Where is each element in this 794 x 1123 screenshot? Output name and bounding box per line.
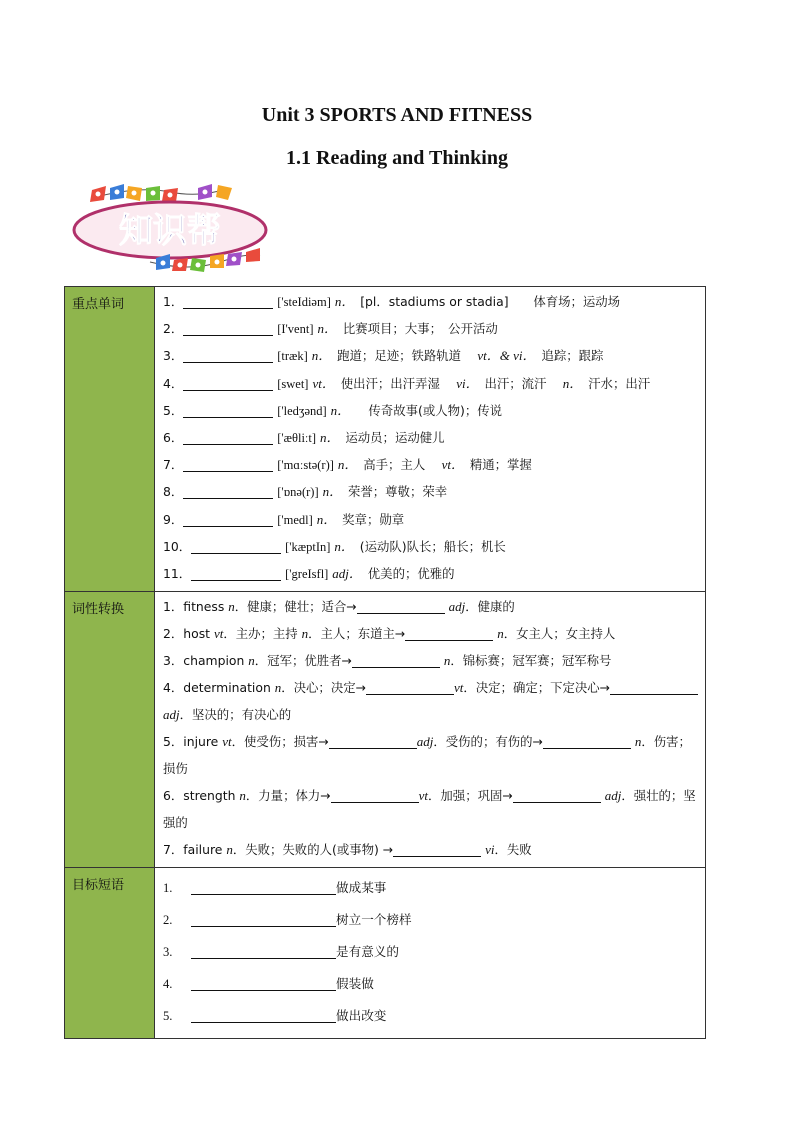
part-of-speech: n	[497, 626, 504, 642]
wordform-item	[163, 728, 699, 782]
part-of-speech: vt	[454, 680, 464, 696]
answer-blank[interactable]	[183, 430, 273, 445]
part-of-speech: n．	[562, 375, 576, 391]
part-of-speech: adj	[416, 734, 434, 750]
wordform-text: ．主办；主持	[223, 626, 302, 642]
phrase-item	[163, 968, 699, 1000]
definition: 使出汗；出汗弄湿	[340, 375, 440, 391]
phonetic: ['ledʒənd]	[277, 403, 327, 418]
answer-blank[interactable]	[183, 376, 273, 391]
vocab-item	[163, 424, 699, 451]
item-number: 8．	[163, 484, 184, 500]
item-number: 7．	[163, 457, 184, 473]
item-number: 10．	[163, 538, 192, 554]
vocab-item	[163, 342, 699, 369]
phonetic: ['steIdiəm]	[277, 295, 331, 309]
badge-text: 知识帮	[119, 211, 221, 251]
wordform-text: 4．determination	[163, 680, 275, 696]
wordform-item	[163, 647, 699, 674]
item-number: 1.	[163, 881, 173, 896]
phrase-list	[155, 868, 706, 1039]
section-wordforms	[65, 592, 706, 868]
answer-blank[interactable]	[183, 403, 273, 418]
item-number: 3．	[163, 348, 184, 364]
answer-blank[interactable]	[331, 788, 419, 803]
phrase-item	[163, 904, 699, 936]
vocab-item	[163, 451, 699, 478]
answer-blank[interactable]	[329, 734, 417, 749]
definition: 传奇故事(或人物)；传说	[356, 402, 503, 418]
wordform-text: ．加强；巩固→	[428, 788, 513, 804]
definition: (运动队)队长；船长；机长	[359, 538, 506, 554]
answer-blank[interactable]	[366, 680, 454, 695]
answer-blank[interactable]	[183, 348, 273, 363]
part-of-speech: n．	[316, 511, 330, 527]
part-of-speech: vi	[485, 842, 495, 858]
vocab-list	[155, 287, 706, 592]
answer-blank[interactable]	[191, 912, 336, 927]
wordform-item	[163, 782, 699, 836]
phonetic: ['ɒnə(r)]	[277, 485, 319, 500]
part-of-speech: adj	[163, 707, 180, 723]
item-number: 11．	[163, 565, 192, 581]
phonetic: ['æθliːt]	[277, 430, 317, 445]
definition: 出汗；流汗	[484, 375, 547, 391]
part-of-speech: n．	[330, 402, 344, 418]
item-number: 3.	[163, 945, 173, 960]
part-of-speech: n	[226, 842, 233, 858]
part-of-speech: n．	[322, 484, 336, 500]
part-of-speech: n	[228, 599, 235, 615]
vocab-item	[163, 397, 699, 424]
phonetic: ['mɑːstə(r)]	[277, 458, 334, 473]
page-subtitle: 1.1 Reading and Thinking	[286, 147, 508, 169]
wordform-text: ．冠军；优胜者→	[254, 653, 352, 669]
definition: 跑道；足迹；铁路轨道	[337, 348, 462, 364]
wordform-text: 7．failure	[163, 842, 227, 858]
item-number: 4．	[163, 375, 184, 391]
answer-blank[interactable]	[191, 944, 336, 959]
phonetic: [I'vent]	[277, 322, 314, 337]
part-of-speech: vt．	[312, 375, 329, 391]
wordform-text: ．主人；东道主→	[308, 626, 406, 642]
answer-blank[interactable]	[513, 788, 601, 803]
definition: 高手；主人	[363, 457, 426, 473]
wordform-text: 6．strength	[163, 788, 240, 804]
part-of-speech: n．	[334, 538, 348, 554]
section-label-vocab: 重点单词	[65, 287, 155, 592]
answer-blank[interactable]	[610, 680, 698, 695]
answer-blank[interactable]	[183, 457, 273, 472]
wordform-text: ．力量；体力→	[245, 788, 331, 804]
vocab-item	[163, 370, 699, 397]
part-of-speech: n	[634, 734, 642, 750]
item-number: 1．	[163, 294, 184, 309]
wordform-text: 3．champion	[163, 653, 249, 669]
part-of-speech: n．	[319, 429, 333, 445]
section-vocab	[65, 287, 706, 592]
wordform-text: ．失败；失败的人(或事物) →	[232, 842, 394, 858]
answer-blank[interactable]	[543, 734, 631, 749]
phonetic: ['greIsfl]	[285, 566, 329, 581]
phonetic: [træk]	[277, 349, 308, 364]
wordform-text: ．受伤的；有伤的→	[433, 734, 543, 750]
vocab-item	[163, 288, 699, 315]
part-of-speech: adj．	[332, 565, 356, 581]
part-of-speech: vt．	[441, 457, 458, 473]
wordform-text: ．锦标赛；冠军赛；冠军称号	[450, 653, 612, 669]
answer-blank[interactable]	[191, 539, 281, 554]
wordform-item	[163, 593, 699, 620]
item-number: 2.	[163, 913, 173, 928]
wordform-item	[163, 674, 699, 728]
wordform-text: ．健康的	[465, 599, 515, 615]
phonetic: ['kæptIn]	[285, 539, 331, 554]
part-of-speech: n．	[317, 321, 331, 337]
part-of-speech: n	[443, 653, 451, 669]
item-number: 4.	[163, 977, 173, 992]
wordform-text: 1．fitness	[163, 599, 229, 615]
definition: 奖章；勋章	[342, 511, 405, 527]
item-number: 6．	[163, 429, 184, 445]
item-number: 5．	[163, 402, 184, 418]
wordform-text: 5．injure	[163, 734, 223, 750]
answer-blank[interactable]	[191, 566, 281, 581]
wordform-text: 2．host	[163, 626, 214, 642]
part-of-speech: vt	[222, 734, 232, 750]
item-number: 5.	[163, 1009, 173, 1024]
wordform-text: ．强壮的；坚强的	[163, 788, 696, 831]
answer-blank[interactable]	[393, 842, 481, 857]
wordform-list	[155, 592, 706, 868]
wordform-text: ．决心；决定→	[281, 680, 366, 696]
definition: 精通；掌握	[469, 457, 532, 473]
item-number: 2．	[163, 321, 184, 337]
part-of-speech: vt	[418, 788, 429, 804]
phrase-item	[163, 872, 699, 904]
part-of-speech: n	[239, 788, 246, 804]
vocab-item	[163, 533, 699, 560]
study-table	[64, 286, 706, 1039]
phrase-meaning: 假装做	[336, 976, 374, 992]
wordform-text: ．使受伤；损害→	[231, 734, 329, 750]
definition: 追踪；跟踪	[541, 348, 604, 364]
wordform-text: ．健康；健壮；适合→	[234, 599, 357, 615]
answer-blank[interactable]	[183, 321, 273, 336]
part-of-speech: vt．& vi．	[477, 348, 530, 364]
wordform-text: ．伤害；损伤	[163, 734, 691, 777]
item-number: 9．	[163, 511, 184, 527]
answer-blank[interactable]	[191, 976, 336, 991]
part-of-speech: vi．	[456, 375, 473, 391]
vocab-item	[163, 315, 699, 342]
definition: 优美的；优雅的	[367, 565, 455, 581]
knowledge-badge-logo	[70, 182, 275, 274]
part-of-speech: n	[301, 626, 309, 642]
part-of-speech: n．	[334, 294, 348, 309]
section-phrases	[65, 868, 706, 1039]
part-of-speech: n．	[337, 457, 351, 473]
definition: 汗水；出汗	[588, 375, 651, 391]
phonetic: ['medl]	[277, 512, 313, 527]
answer-blank[interactable]	[405, 626, 493, 641]
phrase-meaning: 是有意义的	[336, 944, 399, 960]
definition: 荣誉；尊敬；荣幸	[348, 484, 448, 500]
wordform-text: ．失败	[494, 842, 532, 858]
kite-flags-top-icon	[90, 184, 232, 202]
answer-blank[interactable]	[183, 294, 273, 309]
vocab-item	[163, 560, 699, 587]
part-of-speech: vt	[213, 626, 224, 642]
part-of-speech: adj	[448, 599, 466, 615]
answer-blank[interactable]	[191, 1008, 336, 1023]
phrase-item	[163, 1000, 699, 1032]
definition: 比赛项目；大事； 公开活动	[342, 321, 498, 337]
answer-blank[interactable]	[191, 880, 336, 895]
vocab-item	[163, 506, 699, 533]
section-label-phrases: 目标短语	[65, 868, 155, 1039]
definition: 运动员；运动健儿	[345, 429, 445, 445]
answer-blank[interactable]	[352, 653, 440, 668]
phrase-item	[163, 936, 699, 968]
wordform-item	[163, 620, 699, 647]
phrase-meaning: 做出改变	[336, 1008, 387, 1024]
page-title: Unit 3 SPORTS AND FITNESS	[261, 104, 533, 126]
section-label-wordforms: 词性转换	[65, 592, 155, 868]
vocab-item	[163, 478, 699, 505]
wordform-text: ．决定；确定；下定决心→	[463, 680, 611, 696]
answer-blank[interactable]	[357, 599, 445, 614]
answer-blank[interactable]	[183, 484, 273, 499]
part-of-speech: adj	[604, 788, 622, 804]
part-of-speech: n．	[311, 348, 325, 364]
phonetic: [swet]	[277, 376, 309, 391]
answer-blank[interactable]	[183, 512, 273, 527]
phrase-meaning: 做成某事	[336, 880, 387, 896]
part-of-speech: n	[274, 680, 282, 696]
phrase-meaning: 树立一个榜样	[336, 912, 412, 928]
part-of-speech: n	[248, 653, 255, 669]
wordform-text: ．女主人；女主持人	[503, 626, 616, 642]
wordform-item	[163, 836, 699, 863]
definition: [pl．stadiums or stadia] 体育场；运动场	[360, 294, 621, 309]
wordform-text: ．坚决的；有决心的	[179, 707, 292, 723]
